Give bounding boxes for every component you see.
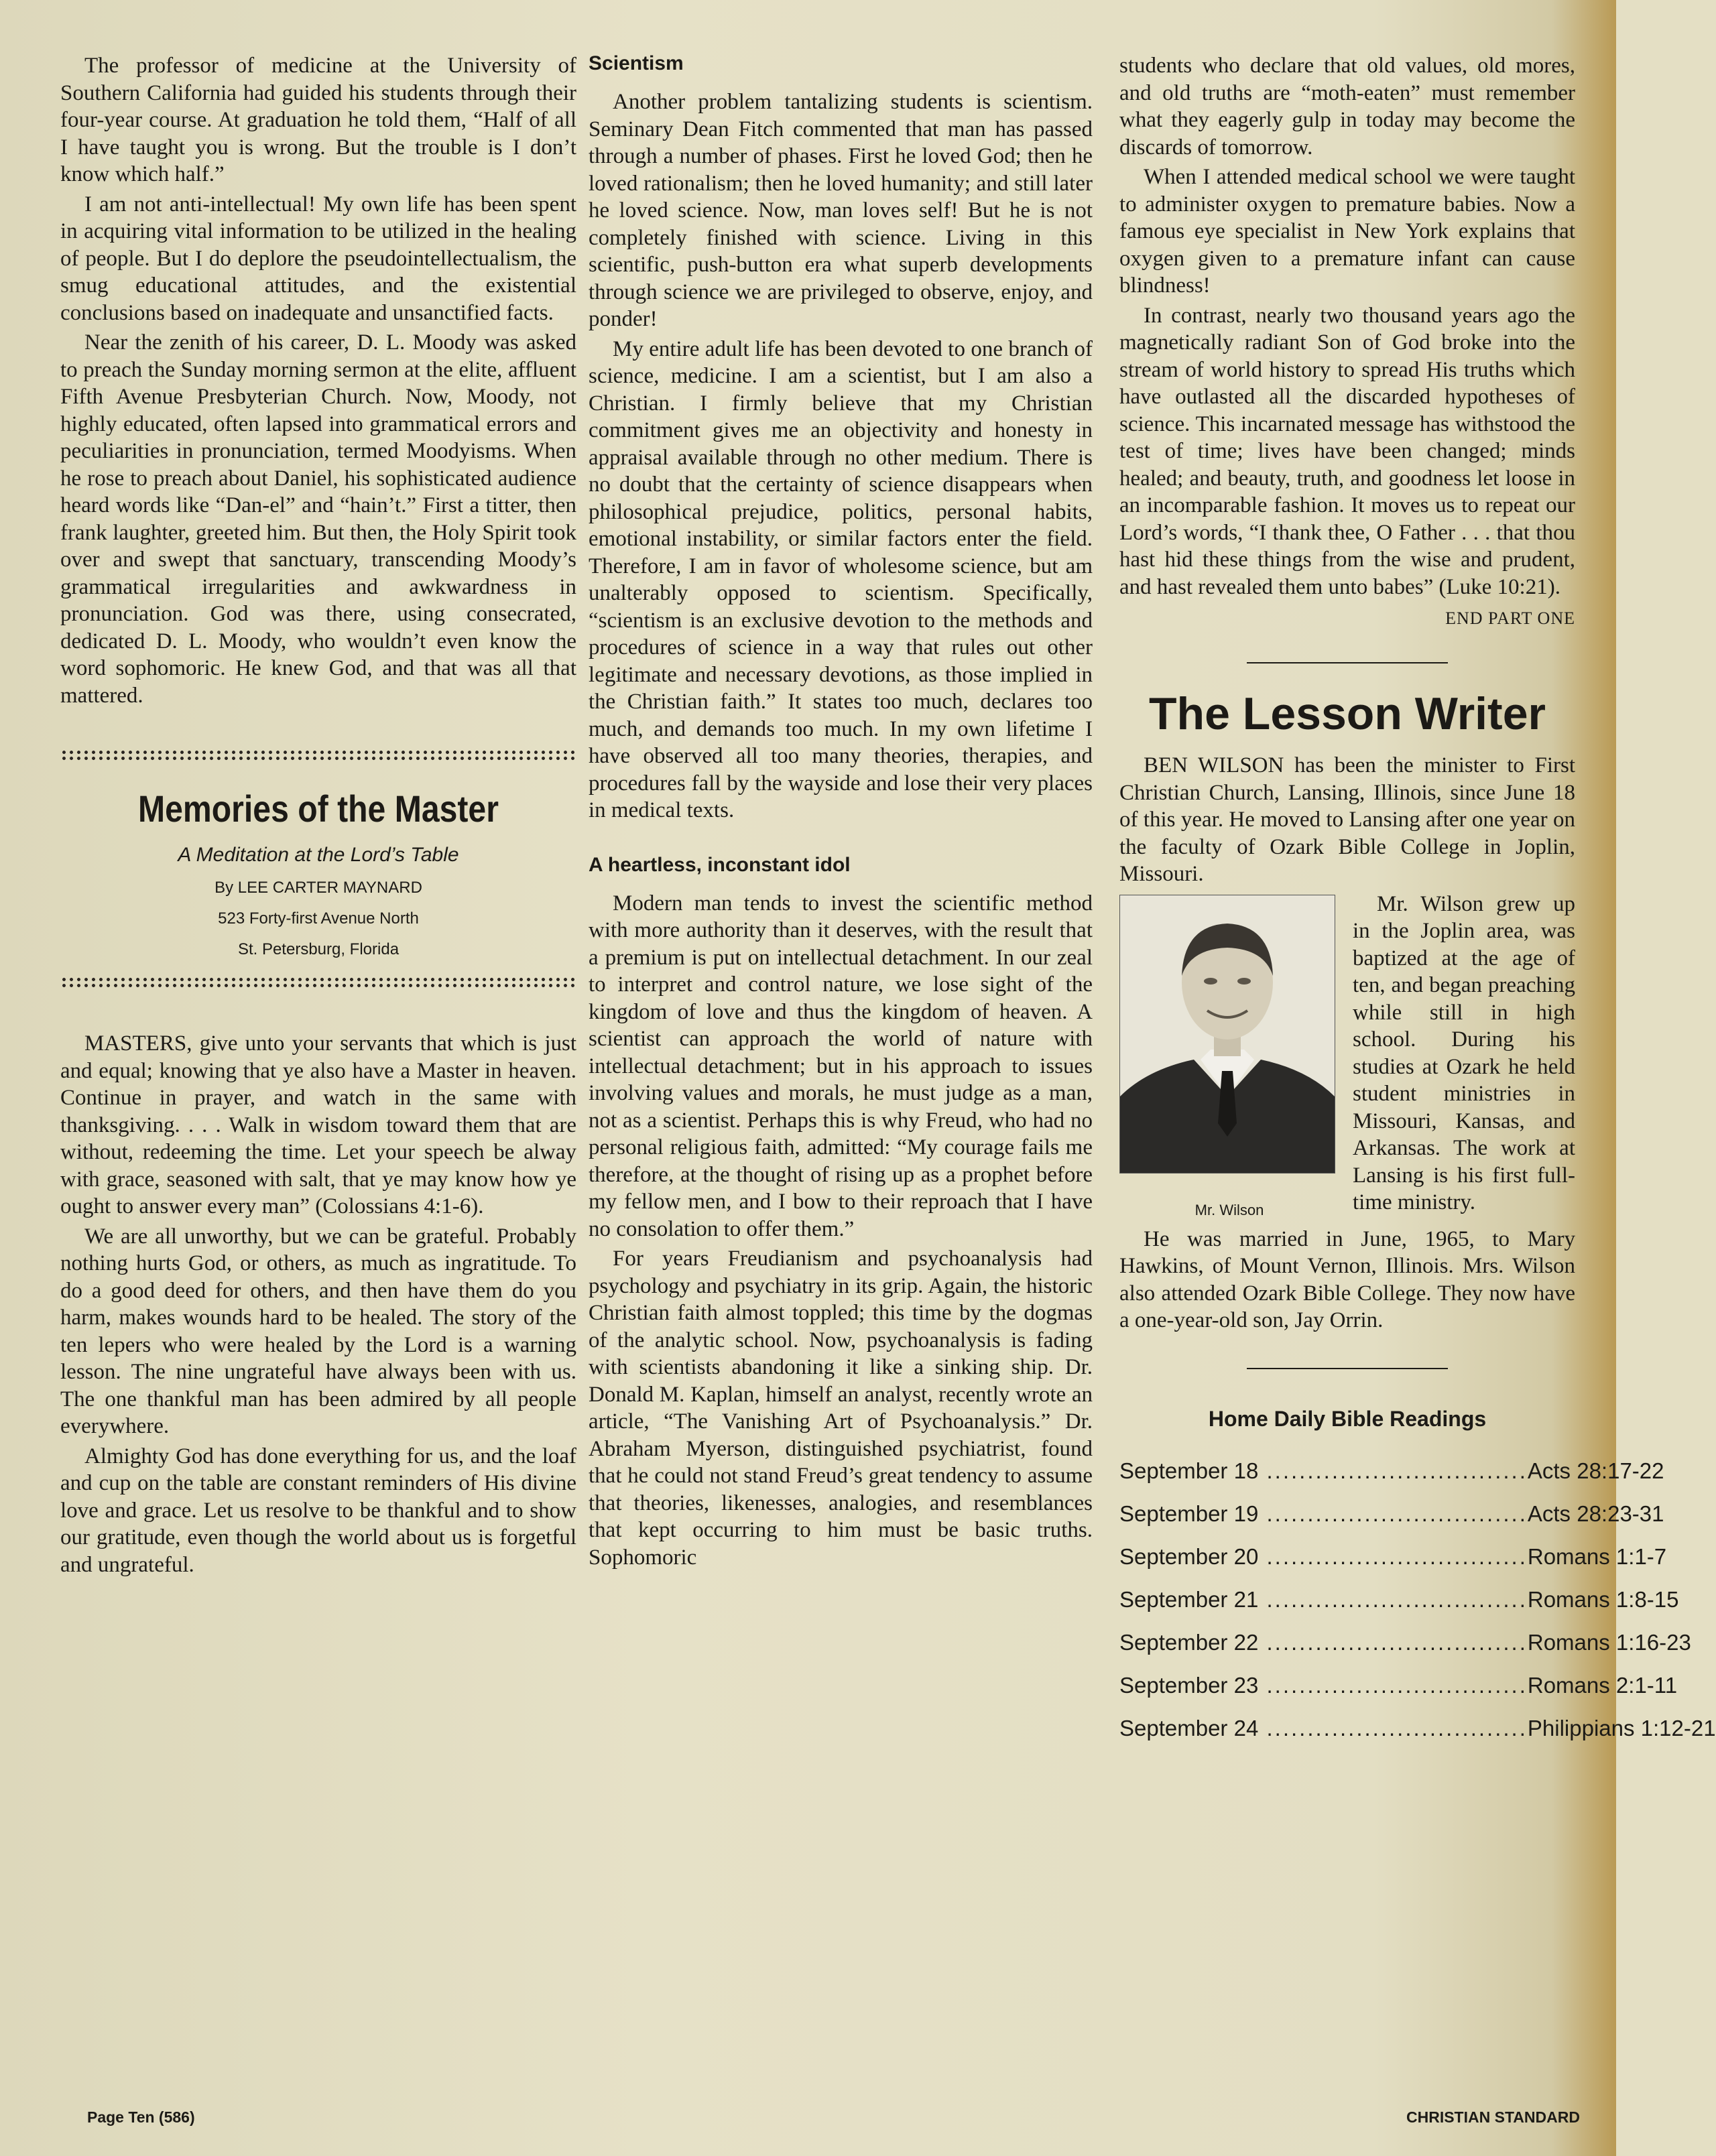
reading-row: September 24 ................................ Philippians 1:12-21: [1119, 1715, 1716, 1740]
reading-reference: Acts 28:23-31: [1527, 1501, 1664, 1526]
paragraph: He was married in June, 1965, to Mary Hawkins, of Mount Vernon, Illinois. Mrs. Wilson also attended Ozark Bible College. They now have a one-year-old son, Jay Orrin.: [1119, 1226, 1575, 1332]
reading-date: September 22: [1119, 1629, 1259, 1655]
reading-row: September 22 ................................ Romans 1:16-23: [1119, 1629, 1691, 1655]
section-heading: Scientism: [589, 52, 684, 74]
portrait-illustration: [1120, 895, 1335, 1173]
reading-date: September 19: [1119, 1501, 1259, 1526]
readings-list: [1119, 1458, 1716, 1759]
reading-reference: Acts 28:17-22: [1527, 1458, 1664, 1483]
column-right: [1119, 52, 1716, 1759]
dotted-divider: [60, 749, 576, 761]
paragraph: Another problem tantalizing students is scientism. Seminary Dean Fitch commented that man has passed through a number of phases. First he loved God; then he loved rationalism; then he loved humanity; and still later he loved science. Now, man loves self! But he is not completely finished with science. Living in this scientific, push-button era what superb developments through science we are privileged to observe, enjoy, and ponder!: [589, 90, 1093, 331]
paragraph: The professor of medicine at the University of Southern California had guided his students through their four-year course. At graduation he told them, “Half of all I have taught you is wrong. But the trouble is I don’t know which half.”: [60, 54, 576, 186]
lesson-writer-title: The Lesson Writer: [1149, 688, 1546, 739]
paragraph: In contrast, nearly two thousand years ago the magnetically radiant Son of God broke into the stream of world history to spread His truths which have outlasted all the discarded hypotheses of science. This incarnated message has withstood the test of time; lives have been changed; minds healed; and beauty, truth, and goodness let loose in an incomparable fashion. It moves us to repeat our Lord’s words, “I thank thee, O Father . . . that thou hast hid these things from the wise and prudent, and hast revealed them unto babes” (Luke 10:21).: [1119, 303, 1575, 599]
paragraph: We are all unworthy, but we can be grateful. Probably nothing hurts God, or others, as much as ingratitude. To do a good deed for others, and then have them do you harm, makes wounds hard to be healed. The story of the ten lepers who were healed by the Lord is a warning lesson. The nine ungrateful have always been with us. The one thankful man has been admired by all people everywhere.: [60, 1224, 576, 1438]
column-left: [60, 52, 576, 1581]
reading-reference: Romans 1:16-23: [1527, 1629, 1691, 1655]
reading-reference: Romans 1:8-15: [1527, 1586, 1679, 1612]
page-number: Page Ten (586): [87, 2108, 195, 2126]
section-heading: A heartless, inconstant idol: [589, 853, 851, 876]
paragraph: When I attended medical school we were taught to administer oxygen to premature babies. Now a famous eye specialist in New York explains that oxygen given to a premature infant can cause blindness!: [1119, 165, 1575, 298]
paragraph: Modern man tends to invest the scientific method with more authority than it deserves, with the result that a premium is put on intellectual detachment. In our zeal to interpret and control nature, we lose sight of the kingdom of love and thus the kingdom of heaven. A scientist can approach the world of nature with intellectual detachment; but in his approach to issues involving values and morals, he must judge as a man, not as a scientist. Perhaps this is why Freud, who had no personal religious faith, admitted: “My courage fails me therefore, at the thought of rising up as a prophet before my fellow men, and I bow to their reproach that I have no consolation to offer them.”: [589, 891, 1093, 1241]
paragraph: BEN WILSON has been the minister to First Christian Church, Lansing, Illinois, since June 18 of this year. He moved to Lansing after one year on the faculty of Ozark Bible College in Joplin, Missouri.: [1119, 753, 1575, 886]
readings-heading: Home Daily Bible Readings: [1208, 1406, 1487, 1431]
author-byline: By LEE CARTER MAYNARD: [214, 879, 422, 897]
end-part-note: END PART ONE: [1445, 609, 1575, 628]
reading-date: September 18: [1119, 1458, 1259, 1483]
article-title: Memories of the Master: [138, 787, 499, 830]
reading-row: September 20 ................................ Romans 1:1-7: [1119, 1543, 1667, 1569]
article-subtitle: A Meditation at the Lord’s Table: [178, 844, 459, 866]
paragraph: For years Freudianism and psychoanalysis had psychology and psychiatry in its grip. Again, the historic Christian faith almost toppled; this time by the dogmas of the analytic school. Now, psychoanalysis is fading with scientists abandoning it like a sinking ship. Dr. Donald M. Kaplan, himself an analyst, recently wrote an article, “The Vanishing Art of Psychoanalysis.” Dr. Abraham Myerson, distinguished psychiatrist, found that he could not stand Freud’s great tendency to assume that theories, likenesses, analogies, and resemblances that kept occurring to him must be basic truths. Sophomoric: [589, 1247, 1093, 1570]
paragraph: Almighty God has done everything for us, and the loaf and cup on the table are constant reminders of His divine love and grace. Let us resolve to be thankful and to show our gratitude, even though the world about us is forgetful and ungrateful.: [60, 1444, 576, 1577]
paragraph: Mr. Wilson grew up in the Joplin area, was baptized at the age of ten, and began preaching while still in high school. During his studies at Ozark he held student ministries in Missouri, Kansas, and Arkansas. The work at Lansing is his first full-time ministry.: [1353, 891, 1575, 1214]
reading-reference: Romans 2:1-11: [1527, 1672, 1678, 1698]
paragraph: I am not anti-intellectual! My own life has been spent in acquiring vital information to be utilized in the healing of people. But I do deplore the pseudointellectualism, the smug educational attitudes, and the existential conclusions based on inadequate and unsanctified facts.: [60, 192, 576, 325]
column-middle: [589, 52, 1093, 1574]
reading-reference: Romans 1:1-7: [1527, 1543, 1667, 1569]
reading-date: September 20: [1119, 1543, 1259, 1569]
reading-reference: Philippians 1:12-21: [1527, 1715, 1716, 1740]
reading-date: September 24: [1119, 1715, 1259, 1740]
author-photo: [1119, 895, 1339, 1226]
horizontal-rule: [1247, 662, 1448, 663]
reading-row: September 23 ................................ Romans 2:1-11: [1119, 1672, 1678, 1698]
reading-row: September 19 ................................ Acts 28:23-31: [1119, 1501, 1664, 1526]
horizontal-rule: [1247, 1368, 1448, 1369]
dotted-divider: [60, 976, 576, 989]
reading-date: September 21: [1119, 1586, 1259, 1612]
author-address-city: St. Petersburg, Florida: [237, 940, 400, 958]
reading-row: September 18 ................................ Acts 28:17-22: [1119, 1458, 1664, 1483]
publication-name: CHRISTIAN STANDARD: [1406, 2108, 1580, 2126]
reading-row: September 21 ................................ Romans 1:8-15: [1119, 1586, 1679, 1612]
paragraph: My entire adult life has been devoted to one branch of science, medicine. I am a scientist, but I am also a Christian. I firmly believe that my Christian commitment gives me an objectivity and honesty in appraisal available through no other medium. There is no doubt that the certainty of science disappears when philosophical prejudice, politics, personal habits, emotional instability, or similar factors enter the field. Therefore, I am in favor of wholesome science, but am unalterably opposed to scientism. Specifically, “scientism is an exclusive devotion to the methods and procedures of science in a way that rules out other legitimate and necessary devotions, as those implied in the Christian faith.” It states too much, declares too much, and demands too much. In my own lifetime I have observed all too many theories, therapies, and procedures fall by the wayside and lose their very places in medical texts.: [589, 336, 1093, 822]
paragraph: Near the zenith of his career, D. L. Moody was asked to preach the Sunday morning sermon at the elite, affluent Fifth Avenue Presbyterian Church. Now, Moody, not highly educated, often lapsed into grammatical errors and peculiarities in pronunciation, termed Moodyisms. When he rose to preach about Daniel, his sophisticated audience heard words like “Dan-el” and “hain’t.” First a titter, then frank laughter, greeted him. But then, the Holy Spirit took over and swept that sanctuary, transcending Moody’s grammatical irregularities and awkwardness in pronunciation. God was there, using consecrated, dedicated D. L. Moody, who wouldn’t even know the word sophomoric. He knew God, and that was all that mattered.: [60, 330, 576, 708]
portrait-image: [1119, 895, 1335, 1174]
paragraph: MASTERS, give unto your servants that which is just and equal; knowing that ye also have a Master in heaven. Continue in prayer, and watch in the same with thanksgiving. . . . Walk in wisdom toward them that are without, redeeming the time. Let your speech be alway with grace, seasoned with salt, that ye may know how ye ought to answer every man” (Colossians 4:1-6).: [60, 1031, 576, 1218]
paragraph: students who declare that old values, old mores, and old truths are “moth-eaten” must remember what they eagerly gulp in today may become the discards of tomorrow.: [1119, 54, 1575, 160]
author-address-line: 523 Forty-first Avenue North: [218, 909, 419, 928]
reading-date: September 23: [1119, 1672, 1259, 1698]
photo-caption: Mr. Wilson: [1194, 1201, 1264, 1218]
